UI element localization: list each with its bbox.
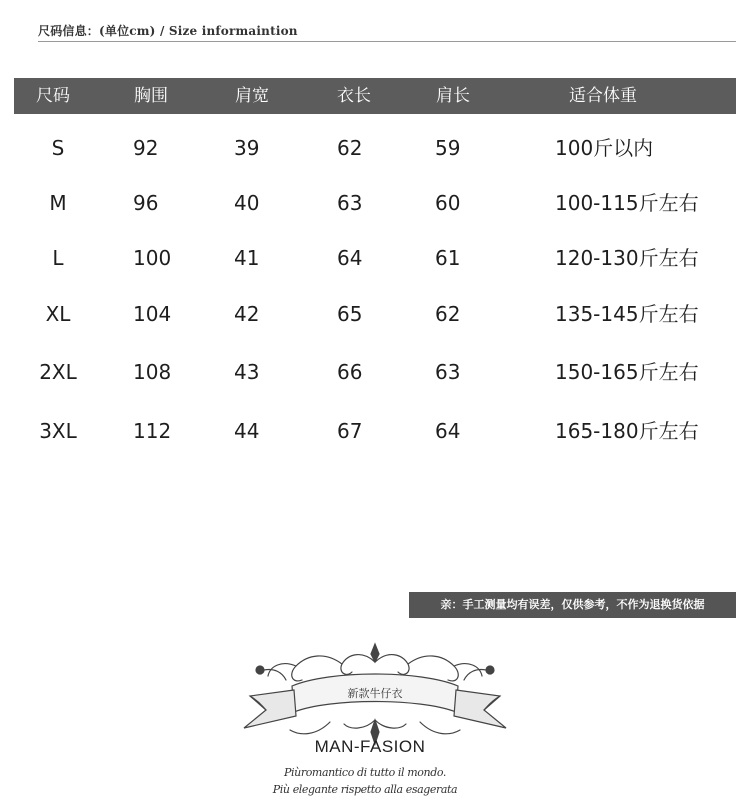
cell-weight: 165-180斤左右: [555, 419, 699, 443]
cell-chest: 112: [133, 419, 172, 443]
brand-name: MAN-FASION: [314, 737, 426, 756]
table-row: [0, 352, 750, 392]
cell-shoulder-length: 60: [435, 191, 461, 215]
column-header-chest: 胸围: [134, 86, 168, 106]
column-header-weight: 适合体重: [569, 86, 637, 106]
cell-size: XL: [45, 302, 71, 326]
table-row: [0, 411, 750, 451]
measurement-note-bar: [409, 592, 736, 618]
ribbon-text: 新款牛仔衣: [347, 687, 403, 700]
size-info-title: 尺码信息：(单位cm) / Size informaintion: [38, 24, 298, 38]
cell-weight: 150-165斤左右: [555, 360, 699, 384]
cell-size: 3XL: [39, 419, 77, 443]
cell-shoulder-length: 59: [435, 136, 461, 160]
cell-weight: 135-145斤左右: [555, 302, 699, 326]
cell-chest: 96: [133, 191, 159, 215]
cell-weight: 120-130斤左右: [555, 246, 699, 270]
cell-weight: 100斤以内: [555, 136, 654, 160]
cell-shoulder-length: 62: [435, 302, 461, 326]
cell-shoulder-width: 40: [234, 191, 260, 215]
cell-length: 62: [337, 136, 363, 160]
cell-length: 63: [337, 191, 363, 215]
cell-shoulder-width: 41: [234, 246, 260, 270]
cell-shoulder-width: 42: [234, 302, 260, 326]
cell-chest: 108: [133, 360, 172, 384]
cell-size: 2XL: [39, 360, 77, 384]
column-header-size: 尺码: [36, 86, 70, 106]
table-row: [0, 128, 750, 168]
cell-chest: 92: [133, 136, 159, 160]
column-header-shoulder-length: 肩长: [436, 86, 470, 106]
cell-size: M: [49, 191, 67, 215]
cell-chest: 104: [133, 302, 172, 326]
cell-chest: 100: [133, 246, 172, 270]
cell-shoulder-length: 64: [435, 419, 461, 443]
measurement-note: 亲：手工测量均有误差，仅供参考，不作为退换货依据: [440, 598, 705, 611]
cell-length: 66: [337, 360, 363, 384]
column-header-shoulder-width: 肩宽: [235, 86, 269, 106]
cell-shoulder-width: 43: [234, 360, 260, 384]
cell-length: 67: [337, 419, 363, 443]
brand-logo-emblem: [230, 640, 520, 750]
tagline-1: Piùromantico di tutto il mondo.: [284, 766, 446, 779]
table-row: [0, 238, 750, 278]
cell-shoulder-length: 61: [435, 246, 461, 270]
table-row: [0, 294, 750, 334]
cell-weight: 100-115斤左右: [555, 191, 699, 215]
cell-size: S: [51, 136, 65, 160]
title-divider: [38, 41, 736, 42]
cell-length: 65: [337, 302, 363, 326]
cell-shoulder-width: 44: [234, 419, 260, 443]
cell-length: 64: [337, 246, 363, 270]
cell-size: L: [52, 246, 64, 270]
cell-shoulder-length: 63: [435, 360, 461, 384]
cell-shoulder-width: 39: [234, 136, 260, 160]
tagline-2: Più elegante rispetto alla esagerata: [272, 783, 458, 796]
table-header-bar: [14, 78, 736, 114]
column-header-length: 衣长: [337, 86, 371, 106]
table-row: [0, 183, 750, 223]
